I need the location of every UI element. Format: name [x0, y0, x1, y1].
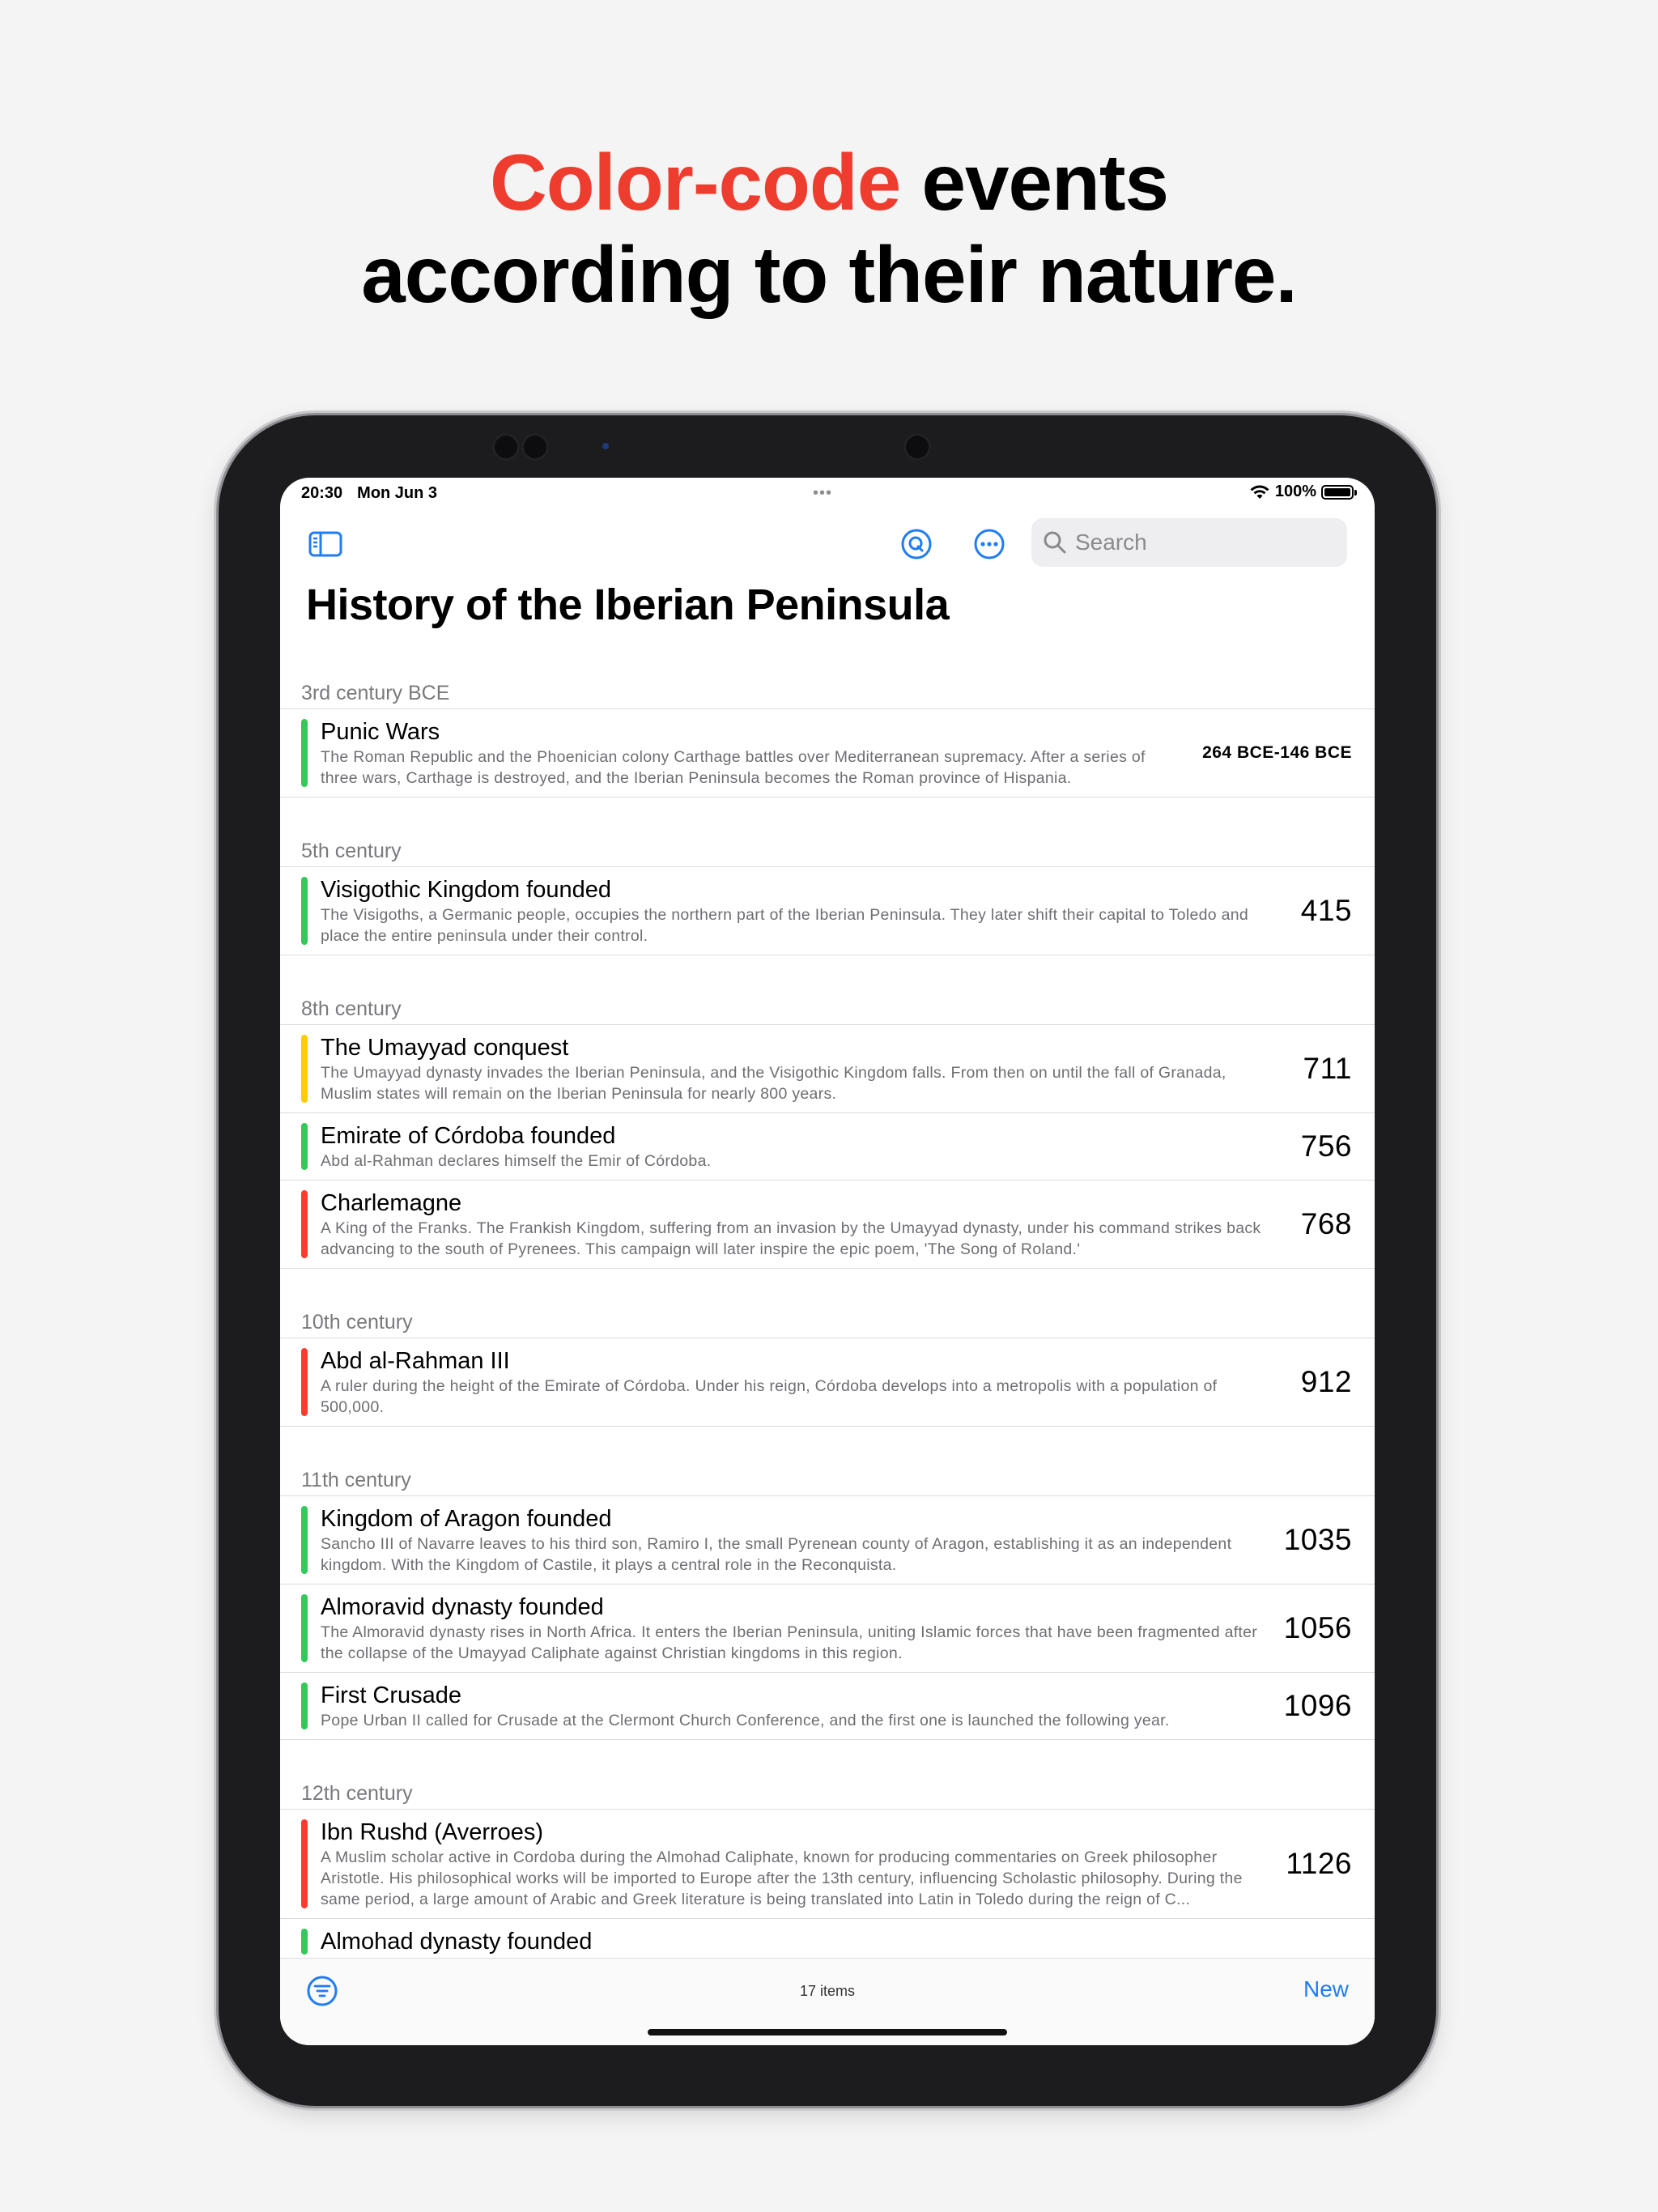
status-bar	[280, 478, 1375, 510]
section-gap	[280, 955, 1375, 981]
status-time: 20:30	[301, 484, 343, 502]
event-row[interactable]	[280, 1919, 1375, 1958]
category-color-bar	[301, 1819, 308, 1908]
category-color-bar	[301, 1123, 308, 1170]
event-title: Almohad dynasty founded	[321, 1929, 593, 1955]
status-date: Mon Jun 3	[357, 484, 438, 502]
event-row[interactable]	[280, 1113, 1375, 1180]
camera-sensor-2	[521, 433, 549, 461]
event-description: A ruler during the height of the Emirate of Córdoba. Under his reign, Córdoba develops into a metropolis with a population of 500,000.	[321, 1377, 1218, 1416]
home-indicator[interactable]	[648, 2029, 1007, 2035]
section-header: 11th century	[280, 1453, 1375, 1496]
battery-percent: 100%	[1274, 483, 1316, 500]
event-description: Sancho III of Navarre leaves to his third son, Ramiro I, the small Pyrenean county of Aragon, establishing it as an independent kingdom. With the Kingdom of Castile, it plays a central role in the Reconquista.	[321, 1535, 1232, 1574]
event-row[interactable]	[280, 709, 1375, 798]
category-color-bar	[301, 1682, 308, 1729]
page-title: History of the Iberian Peninsula	[306, 581, 950, 629]
event-description: A Muslim scholar active in Cordoba during the Almohad Caliphate, known for producing commentaries on Greek philosopher Aristotle. His philosophical works will be imported to Europe after the 13th century, influencing Scholastic philosophy. During the same period, a large amount of Arabic and Greek literature is being translated into Latin in Toledo during the reign of C...	[321, 1848, 1243, 1908]
category-color-bar	[301, 877, 308, 945]
event-date: 1126	[1286, 1847, 1352, 1880]
event-title: Ibn Rushd (Averroes)	[321, 1819, 544, 1845]
status-time-date	[301, 484, 452, 503]
section-header: 10th century	[280, 1295, 1375, 1338]
event-date: 415	[1300, 894, 1352, 927]
headline-line-2: according to their nature.	[361, 230, 1297, 319]
headline-accent: Color-code	[490, 138, 901, 227]
battery-icon	[1321, 485, 1354, 500]
event-description: The Almoravid dynasty rises in North Africa. It enters the Iberian Peninsula, uniting Islamic forces that have been fragmented after the collapse of the Umayyad Caliphate against Christian kingdoms in this region.	[321, 1623, 1258, 1662]
event-row[interactable]	[280, 867, 1375, 955]
event-title: Emirate of Córdoba founded	[321, 1123, 616, 1149]
more-options-icon[interactable]	[971, 526, 1007, 562]
event-date: 756	[1300, 1129, 1352, 1163]
category-color-bar	[301, 1035, 308, 1103]
headline	[0, 136, 1658, 321]
camera-sensor-3	[903, 433, 931, 461]
event-date: 264 BCE-146 BCE	[1202, 743, 1352, 762]
section-header: 12th century	[280, 1766, 1375, 1810]
section-header: 5th century	[280, 823, 1375, 867]
event-description: Abd al-Rahman declares himself the Emir of Córdoba.	[321, 1152, 712, 1170]
event-description: Pope Urban II called for Crusade at the Clermont Church Conference, and the first one is launched the following year.	[321, 1712, 1170, 1729]
camera-indicator	[602, 443, 609, 449]
event-row[interactable]	[280, 1338, 1375, 1427]
event-row[interactable]	[280, 1673, 1375, 1740]
section-gap	[280, 1269, 1375, 1295]
sidebar-toggle-icon[interactable]	[308, 526, 343, 562]
headline-line1-rest: events	[900, 138, 1168, 227]
category-color-bar	[301, 1594, 308, 1662]
status-right	[1249, 483, 1354, 501]
search-placeholder: Search	[1075, 530, 1147, 555]
new-button[interactable]: New	[1303, 1976, 1349, 2001]
category-color-bar	[301, 1348, 308, 1416]
event-description: The Roman Republic and the Phoenician colony Carthage battles over Mediterranean supremacy. After a series of three wars, Carthage is destroyed, and the Iberian Peninsula becomes the Roman province of Hispania.	[321, 748, 1146, 787]
event-row[interactable]	[280, 1180, 1375, 1269]
event-description: The Umayyad dynasty invades the Iberian Peninsula, and the Visigothic Kingdom falls. From then on until the fall of Granada, Muslim states will remain on the Iberian Peninsula for nearly 800 years.	[321, 1064, 1226, 1103]
event-date: 711	[1303, 1052, 1352, 1085]
event-date: 1035	[1283, 1523, 1352, 1556]
event-row[interactable]	[280, 1496, 1375, 1585]
multitasking-dots-icon[interactable]: •••	[813, 484, 833, 502]
event-description: The Visigoths, a Germanic people, occupies the northern part of the Iberian Peninsula. They later shift their capital to Toledo and place the entire peninsula under their control.	[321, 906, 1249, 945]
event-row[interactable]	[280, 1025, 1375, 1113]
search-icon	[1043, 530, 1067, 555]
section-gap	[280, 798, 1375, 823]
event-row[interactable]	[280, 1810, 1375, 1919]
app-screen	[280, 478, 1375, 2045]
event-date: 1096	[1283, 1689, 1352, 1722]
items-count: 17 items	[799, 1983, 856, 1999]
event-list[interactable]	[280, 666, 1375, 1958]
event-title: Punic Wars	[321, 719, 440, 745]
event-title: First Crusade	[321, 1682, 462, 1708]
section-header: 3rd century BCE	[280, 666, 1375, 709]
event-title: The Umayyad conquest	[321, 1035, 569, 1061]
event-title: Abd al-Rahman III	[321, 1348, 510, 1374]
section-header: 8th century	[280, 981, 1375, 1025]
category-color-bar	[301, 1190, 308, 1258]
event-title: Charlemagne	[321, 1190, 462, 1216]
event-description: A King of the Franks. The Frankish Kingdom, suffering from an invasion by the Umayyad dynasty, under his command strikes back advancing to the south of Pyrenees. This campaign will later inspire the epic poem, 'The Song of Roland.'	[321, 1219, 1261, 1258]
wifi-icon	[1249, 484, 1270, 500]
headline-line-1	[0, 136, 1658, 228]
section-gap	[280, 1427, 1375, 1453]
category-color-bar	[301, 1929, 308, 1955]
bottom-toolbar	[280, 1958, 1375, 2045]
category-color-bar	[301, 719, 308, 787]
category-color-bar	[301, 1506, 308, 1574]
section-gap	[280, 1740, 1375, 1766]
event-title: Kingdom of Aragon founded	[321, 1506, 612, 1532]
event-title: Almoravid dynasty founded	[321, 1594, 604, 1620]
search-field[interactable]	[1031, 518, 1347, 567]
event-title: Visigothic Kingdom founded	[321, 877, 611, 903]
quiz-icon[interactable]	[899, 526, 934, 562]
camera-sensor-1	[492, 433, 520, 461]
event-row[interactable]	[280, 1585, 1375, 1673]
event-date: 768	[1300, 1207, 1352, 1240]
event-date: 912	[1300, 1365, 1352, 1398]
event-date: 1056	[1283, 1611, 1352, 1644]
